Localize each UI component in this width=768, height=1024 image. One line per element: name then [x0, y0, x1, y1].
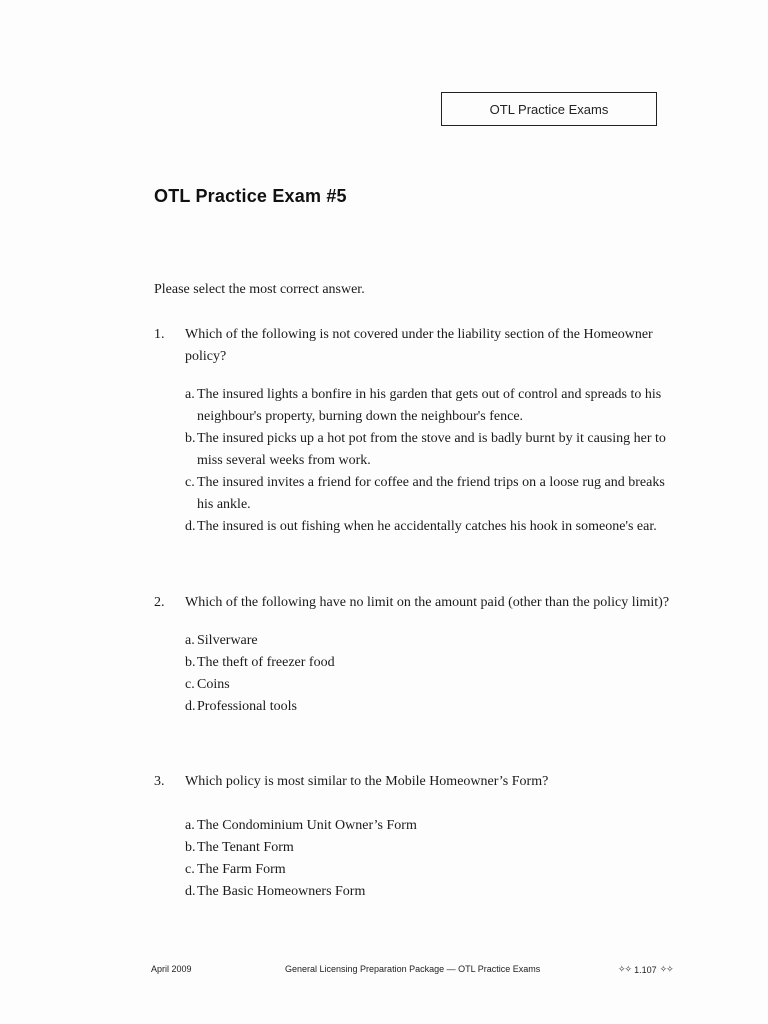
option-letter: b.	[185, 431, 196, 446]
option-a	[185, 384, 674, 428]
option-letter: d.	[185, 884, 196, 899]
question-text: Which policy is most similar to the Mobile Homeowner’s Form?	[185, 774, 549, 789]
option-letter: c.	[185, 862, 195, 877]
option-list	[185, 815, 674, 903]
option-c	[185, 859, 674, 881]
option-b	[185, 837, 674, 859]
question-text: Which of the following is not covered under the liability section of the Homeowner policy?	[185, 327, 653, 364]
question-number: 3.	[154, 774, 165, 789]
question-1	[154, 324, 674, 538]
option-text: The Condominium Unit Owner’s Form	[197, 818, 417, 833]
footer-page-number: 1.107	[634, 964, 657, 975]
question-text: Which of the following have no limit on the amount paid (other than the policy limit)?	[185, 595, 670, 610]
question-2	[154, 592, 674, 718]
option-text: The theft of freezer food	[197, 655, 335, 670]
option-text: The insured invites a friend for coffee and the friend trips on a loose rug and breaks his ankle.	[197, 475, 665, 512]
question-3	[154, 771, 674, 903]
option-text: The Basic Homeowners Form	[197, 884, 366, 899]
option-text: Professional tools	[197, 699, 297, 714]
sparkle-ornament-icon: ✧✧	[618, 964, 632, 974]
option-d	[185, 696, 674, 718]
page-title: OTL Practice Exam #5	[154, 186, 347, 206]
option-d	[185, 516, 674, 538]
option-text: The Farm Form	[197, 862, 286, 877]
option-b	[185, 652, 674, 674]
question-number: 1.	[154, 327, 165, 342]
header-label-box	[441, 92, 657, 126]
footer-date: April 2009	[151, 964, 192, 974]
option-letter: d.	[185, 519, 196, 534]
option-a	[185, 630, 674, 652]
option-a	[185, 815, 674, 837]
footer-package-title: General Licensing Preparation Package — OTL Practice Exams	[285, 964, 541, 974]
option-text: The Tenant Form	[197, 840, 294, 855]
option-text: Coins	[197, 677, 230, 692]
option-d	[185, 881, 674, 903]
option-letter: b.	[185, 655, 196, 670]
option-letter: a.	[185, 387, 195, 402]
option-letter: d.	[185, 699, 196, 714]
option-text: The insured is out fishing when he accidentally catches his hook in someone's ear.	[197, 519, 657, 534]
option-letter: a.	[185, 818, 195, 833]
header-label: OTL Practice Exams	[489, 101, 609, 117]
option-c	[185, 472, 674, 516]
option-letter: c.	[185, 475, 195, 490]
instruction-text: Please select the most correct answer.	[154, 282, 365, 297]
option-c	[185, 674, 674, 696]
option-letter: b.	[185, 840, 196, 855]
option-list	[185, 384, 674, 538]
sparkle-ornament-icon: ✧✧	[659, 964, 673, 974]
option-text: The insured picks up a hot pot from the stove and is badly burnt by it causing her to miss several weeks from work.	[197, 431, 666, 468]
option-letter: a.	[185, 633, 195, 648]
option-b	[185, 428, 674, 472]
option-letter: c.	[185, 677, 195, 692]
option-text: The insured lights a bonfire in his garden that gets out of control and spreads to his neighbour's property, burning down the neighbour's fence.	[197, 387, 662, 424]
option-text: Silverware	[197, 633, 258, 648]
footer-page-number-group	[618, 964, 673, 975]
option-list	[185, 630, 674, 718]
question-number: 2.	[154, 595, 165, 610]
